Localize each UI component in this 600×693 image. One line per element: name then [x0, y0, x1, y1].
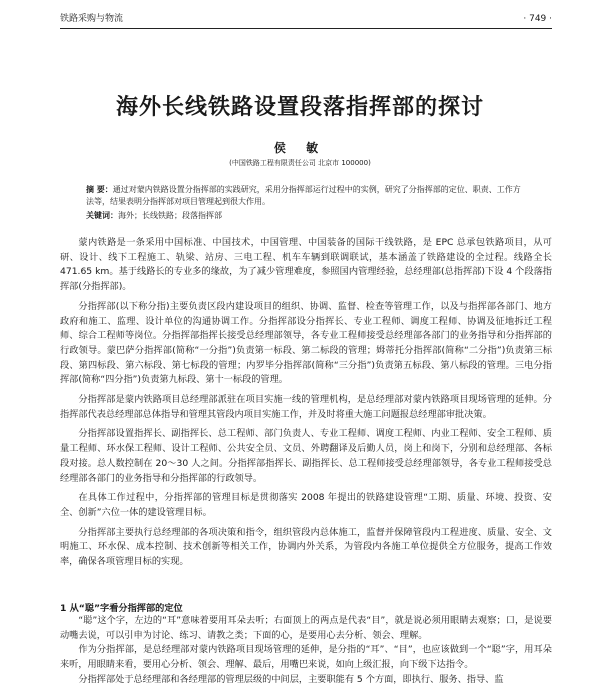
article-title: 海外长线铁路设置段落指挥部的探讨 — [115, 94, 484, 120]
body-paragraph: 分指挥部设置指挥长、副指挥长、总工程师、部门负责人、专业工程师、调度工程师、内业工程师、安全工程师、质量工程师、环水保工程师、设计工程师、公共安全员、文员、外聘翻译及后勤人员，岗上和岗下，分别和总经理部、各标段对接。总人数控制在 20～30 人之间。分指挥部指挥长、副指挥长、总工程师接受总经理部领导，各专业工程师接受总经理部各部门的业务指导和分指挥部的行政领导。 — [60, 428, 552, 484]
journal-name: 铁路采购与物流 — [60, 14, 124, 24]
author-affiliation: (中国铁路工程有限责任公司 北京市 100000) — [229, 159, 371, 167]
body-paragraph: 在具体工作过程中，分指挥部的管理目标是贯彻落实 2008 年提出的铁路建设管理“工期、质量、环境、投资、安全、创新”六位一体的建设管理目标。 — [60, 492, 552, 518]
abstract-text: 通过对蒙内铁路设置分指挥部的实践研究，采用分指挥部运行过程中的实例，研究了分指挥部的定位、职责、工作方法等，结果表明分指挥部对项目管理起到很大作用。 — [86, 185, 521, 206]
keywords-label: 关键词： — [86, 211, 118, 220]
section-paragraph: 作为分指挥部，是总经理部对蒙内铁路项目现场管理的延伸，是分指的“耳”、“目”，也应该做到一个“聪”字，用耳朵来听，用眼睛来看，要用心分析、领会、理解、最后，用嘴巴来说，如向上级汇报，向下级下达指令。 — [60, 644, 552, 671]
body-text — [60, 236, 552, 575]
body-paragraph: 蒙内铁路是一条采用中国标准、中国技术，中国管理、中国装备的国际干线铁路，是 EPC 总承包铁路项目，从可研、设计、线下工程施工、轨梁、站房、三电工程、机车车辆到联调联试，基本涵盖了铁路建设的全过程。线路全长 471.65 km。基于线路长的专业多的缘故，为了减少管理难度，参照国内管理经验，总经理部(总指挥部)下设 4 个段落指挥部(分指挥部)。 — [60, 237, 552, 293]
abstract — [86, 184, 524, 208]
keywords-text: 海外；长线铁路；段落指挥部 — [118, 211, 222, 220]
body-paragraph: 分指挥部(以下称分指)主要负责区段内建设项目的组织、协调、监督、检查等管理工作，以及与指挥部各部门、地方政府和施工、监理、设计单位的沟通协调工作。分指挥部设分指挥长、专业工程师、调度工程师、协调及征地拆迁工程师、综合工程师等岗位。分指挥部指挥长接受总经理部领导，各专业工程师接受总经理部各部门的业务指导和分指挥部的行政领导。蒙巴萨分指挥部(简称“一分指”)负责第一标段、第二标段的管理；姆蒂托分指挥部(简称“二分指”)负责第三标段、第四标段、第六标段、第七标段的管理；内罗毕分指挥部(简称“三分指”)负责第五标段、第八标段的管理。三电分指挥部(简称“四分指”)负责第九标段、第十一标段的管理。 — [60, 300, 552, 386]
abstract-label: 摘 要： — [86, 185, 113, 194]
section-paragraph: 分指挥部处于总经理部和各经理部的管理层级的中间层，主要职能有 5 个方面，即执行、服务、指导、监 — [78, 673, 504, 685]
keywords — [86, 210, 524, 222]
body-paragraph: 分指挥部是蒙内铁路项目总经理部派驻在项目实施一线的管理机构，是总经理部对蒙内铁路项目现场管理的延伸。分指挥部代表总经理部总体指导和管理其管段内项目实施工作，并及时将重大施工问题报总经理部审批决策。 — [60, 394, 552, 420]
body-paragraph: 分指挥部主要执行总经理部的各项决策和指令，组织管段内总体施工，监督并保障管段内工程进度、质量、安全、文明施工、环水保、成本控制、技术创新等相关工作，协调内外关系，为管段内各施工单位提供全方位服务，提高工作效率，确保各项管理目标的实现。 — [60, 526, 552, 568]
section-paragraph: “聪”这个字，左边的“耳”意味着要用耳朵去听；右面顶上的两点是代表“目”，就是说必须用眼睛去观察；口，是说要动嘴去说，可以引申为讨论、练习、请教之类；下面的心，是要用心去分析、领会、理解。 — [60, 615, 552, 641]
article-author: 侯 敏 — [273, 141, 327, 155]
section-heading: 1 从“聪”字看分指挥部的定位 — [60, 603, 183, 614]
running-header — [60, 12, 552, 29]
page-number: · 749 · — [523, 14, 552, 24]
section-text — [60, 614, 552, 688]
